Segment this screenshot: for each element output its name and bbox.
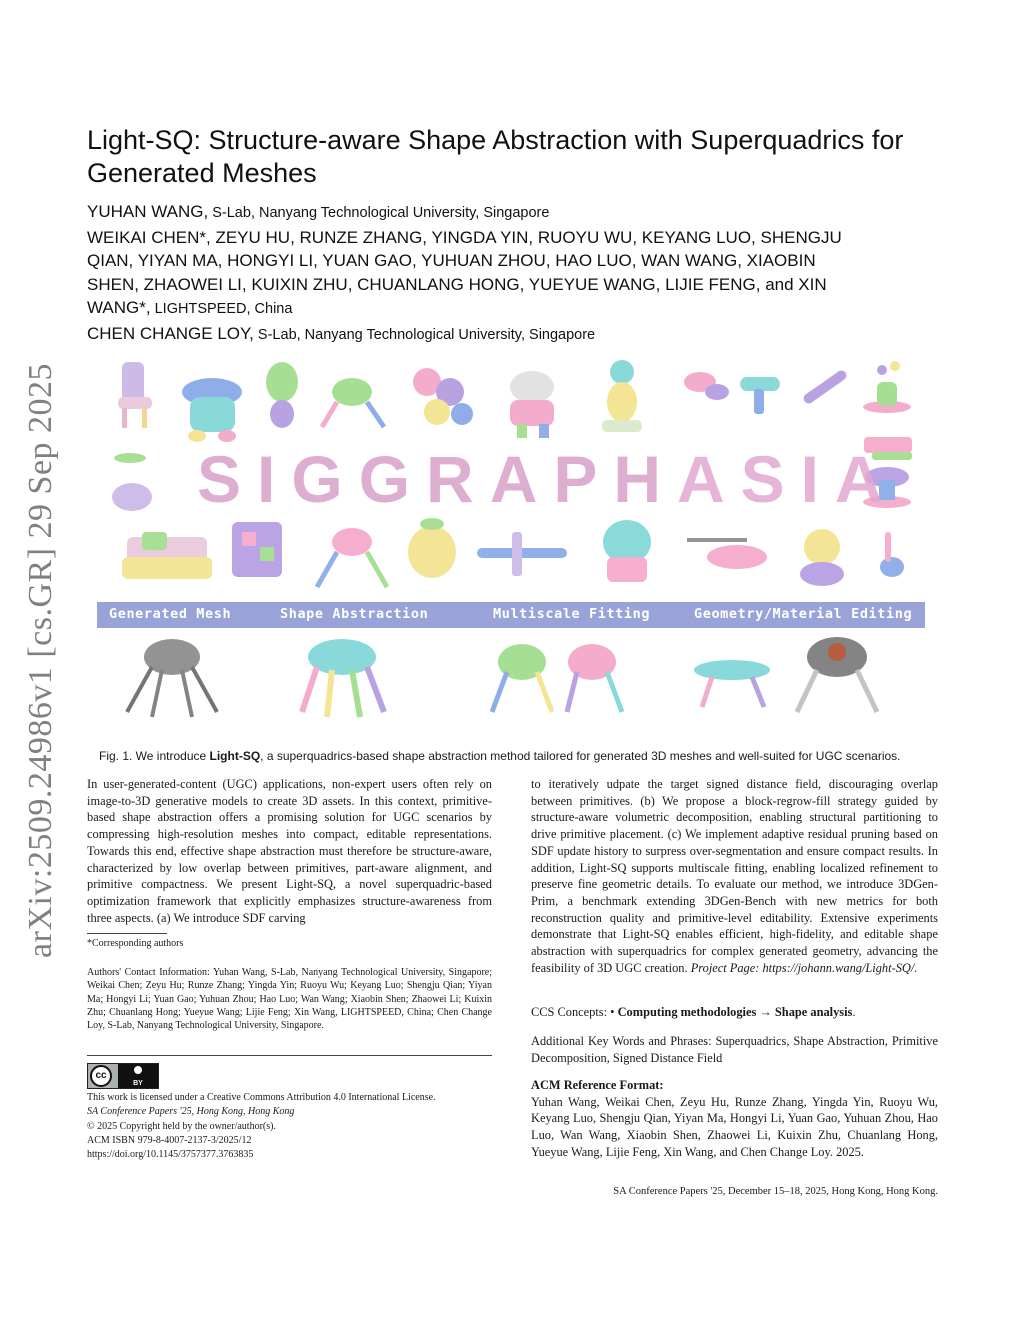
page-footer: SA Conference Papers '25, December 15–18, 2025, Hong Kong, Hong Kong. [613, 1186, 938, 1197]
banner-label-editing: Geometry/Material Editing [694, 606, 913, 622]
author-affiliation: S-Lab, Nanyang Technological University, Singapore [253, 326, 596, 343]
author-name: WANG*, [87, 298, 151, 317]
middle-row-objects [122, 518, 904, 587]
author-line-3: QIAN, YIYAN MA, HONGYI LI, YUAN GAO, YUHUAN ZHOU, HAO LUO, WAN WANG, XIAOBIN [87, 251, 816, 270]
author-contact-info: Authors' Contact Information: Yuhan Wang, S-Lab, Nanyang Technological University, Singapore; Weikai Chen; Zeyu Hu; Runze Zhang; Yingda Yin; Ruoyu Wu; Keyang Luo; Shengju Qian; Yiyan Ma; Hongyi Li; Yuan Gao; Yuhuan Zhou; Hao Luo; Wan Wang; Xiaobin Shen; Zhaowei Li; Kuixin Zhu; Chuanlang Hong; Yueyue Wang; Lijie Feng; Xin Wang, LIGHTSPEED, China; Chen Change Loy, S-Lab, Nanyang Technological University, Singapore. [87, 967, 492, 1032]
spider-leg [607, 672, 622, 712]
author-line-1 [87, 200, 938, 226]
by-label: BY [133, 1080, 143, 1087]
chair-primitive [122, 362, 144, 402]
copyright-line: © 2025 Copyright held by the owner/author(s). [87, 1120, 276, 1132]
banner-label-generated-mesh: Generated Mesh [109, 606, 232, 622]
license-block [87, 1091, 507, 1162]
author-name: YUHAN WANG, [87, 202, 209, 221]
author-affiliation: LIGHTSPEED, China [150, 301, 293, 317]
spider-leg [317, 552, 337, 587]
caption-method-name: Light-SQ [209, 749, 261, 763]
acm-ref-body: Yuhan Wang, Weikai Chen, Zeyu Hu, Runze Zhang, Yingda Yin, Ruoyu Wu, Keyang Luo, Shengju Qian, Yiyan Ma, Hongyi Li, Yuan Gao, Yuhuan Zhou, Hao Luo, Wan Wang, Xiaobin Shen, Zhaowei Li, Kuixin Zhu, Chuanlang Hong, Yueyue Wang, Lijie Feng, Xin Wang, and Chen Change Loy. 2025. [531, 1094, 938, 1159]
spider-leg [492, 672, 507, 712]
robot-primitive [218, 430, 236, 442]
ccs-prefix: CCS Concepts: • [531, 1005, 618, 1019]
abstract-text: to iteratively udpate the target signed distance field, discouraging overlap between primitives. (b) We propose a block-regrow-fill strategy guided by structure-aware volumetric decomposition, enabling structural partitioning to drive primitive placement. (c) We implement adaptive residual pruning based on SDF update history to surpress over-segmentation and ensure compact results. In addition, Light-SQ supports multiscale fitting, enabling localized refinement to preserve fine geometric details. To evaluate our method, we introduce 3DGen-Prim, a benchmark extending 3DGen-Bench with new metrics for both reconstruction quality and primitive-level editability. Extensive experiments demonstrate that Light-SQ enables efficient, high-fidelity, and editable shape abstraction with superquadrics for complex generated geometry, advancing the feasibility of 3D UGC creation. [531, 777, 938, 975]
spider-leg [152, 670, 162, 717]
flamingo-primitive [880, 557, 904, 577]
ccs-concept: Computing methodologies → Shape analysis [617, 1005, 853, 1019]
banner-label-shape-abstraction: Shape Abstraction [280, 606, 429, 622]
corresponding-footnote: *Corresponding authors [87, 938, 184, 949]
spider-leg [367, 552, 387, 587]
figure-caption [99, 748, 939, 764]
ccs-suffix: . [852, 1005, 856, 1019]
spider-leg [857, 670, 877, 712]
teapot-primitive [114, 453, 146, 463]
spider-leg [702, 677, 712, 707]
spider-leg [537, 672, 552, 712]
figure-primitive [610, 360, 634, 384]
teaser-illustration [92, 352, 932, 737]
sofa-primitive [122, 557, 212, 579]
robot2-primitive [607, 557, 647, 582]
author-name: CHEN CHANGE LOY, [87, 323, 254, 343]
doi-link[interactable]: https://doi.org/10.1145/3757377.3763835 [87, 1149, 254, 1161]
dryer-primitive [740, 377, 780, 391]
abstract-right-column [531, 776, 938, 976]
banner-label-multiscale-fitting: Multiscale Fitting [493, 606, 651, 622]
balloon-primitive [451, 403, 473, 425]
author-line-2: WEIKAI CHEN*, ZEYU HU, RUNZE ZHANG, YINGDA YIN, RUOYU WU, KEYANG LUO, SHENGJU [87, 227, 842, 247]
cube-primitive [260, 547, 274, 561]
spider2-primitive [332, 528, 372, 556]
cc-icon: cc [90, 1065, 112, 1087]
author-affiliation: S-Lab, Nanyang Technological University, Singapore [208, 205, 550, 221]
person-icon [134, 1066, 142, 1074]
pen-primitive [802, 369, 849, 406]
mech-primitive [517, 424, 527, 438]
cc-by-license-icon[interactable] [87, 1063, 159, 1089]
bird2-primitive [705, 384, 729, 400]
isbn-line: ACM ISBN 979-8-4007-2137-3/2025/12 [87, 1134, 252, 1146]
arxiv-stamp: arXiv:2509.24986v1 [cs.GR] 29 Sep 2025 [22, 362, 59, 958]
spider-leg [322, 402, 337, 427]
plant-primitive [877, 365, 887, 375]
bear-primitive [804, 529, 840, 565]
license-line: This work is licensed under a Creative Commons Attribution 4.0 International License. [87, 1092, 436, 1103]
heli-primitive [687, 538, 747, 542]
figure-primitive [602, 420, 642, 432]
footnote-rule [87, 933, 167, 934]
plant-primitive [890, 361, 900, 371]
author-block [87, 200, 938, 347]
spider-primitive [332, 378, 372, 406]
caption-prefix: Fig. 1. We introduce [99, 749, 210, 763]
spider-leg [567, 672, 577, 712]
cube-primitive [232, 522, 282, 577]
spider-leg [127, 667, 152, 712]
ccs-concepts [531, 1004, 938, 1021]
chair-primitive [122, 408, 127, 428]
abstract-left-column: In user-generated-content (UGC) applications, non-expert users often rely on image-to-3D generative models to create 3D assets. In this context, primitive-based shape abstraction offers a promising solution for UGC scenarios by compressing high-resolution meshes into compact, editable representations. Towards this end, effective shape abstraction must therefore be structure-aware, characterized by low overlap between primitives, part-aware alignment, and primitive compactness. We present Light-SQ, a novel superquadric-based optimization framework that explicitly emphasizes structure-awareness from three aspects. (a) We introduce SDF carving [87, 777, 492, 925]
spider-leg [327, 670, 332, 717]
top-row-objects [118, 360, 911, 442]
editing-spider [694, 660, 770, 680]
acm-reference [531, 1077, 938, 1161]
author-line-6 [87, 322, 938, 348]
spider-leg [192, 667, 217, 712]
bag-primitive [420, 518, 444, 530]
heli-primitive [707, 545, 767, 569]
flamingo-primitive [885, 532, 891, 562]
chair-primitive [142, 408, 147, 428]
author-line-4: SHEN, ZHAOWEI LI, KUIXIN ZHU, CHUANLANG HONG, YUEYUE WANG, LIJIE FENG, and XIN [87, 274, 827, 294]
caption-text: , a superquadrics-based shape abstraction method tailored for generated 3D meshes and well-suited for UGC scenarios. [260, 749, 901, 763]
dryer-primitive [754, 389, 764, 414]
siggraph-asia-lettering [197, 442, 899, 516]
spider-leg [352, 670, 360, 717]
paper-title: Light-SQ: Structure-aware Shape Abstraction with Superquadrics for Generated Meshes [87, 125, 904, 188]
sofa-primitive [142, 532, 167, 550]
mech-primitive [510, 400, 554, 426]
spider-leg [302, 667, 317, 712]
bird-primitive [266, 362, 298, 402]
bird-primitive [270, 400, 294, 428]
robot-primitive [190, 397, 235, 432]
bear-primitive [800, 562, 844, 586]
contact-rule [87, 1055, 492, 1056]
acm-ref-heading: ACM Reference Format: [531, 1078, 664, 1092]
spider-leg [752, 677, 764, 707]
by-icon [118, 1064, 158, 1088]
spider-leg [367, 402, 384, 427]
conference-line: SA Conference Papers '25, Hong Kong, Hong Kong [87, 1106, 295, 1118]
plant-primitive [877, 382, 897, 406]
teaser-figure [92, 352, 932, 737]
project-page-link[interactable]: Project Page: https://johann.wang/Light-SQ/. [690, 960, 918, 975]
mech-primitive [539, 424, 549, 438]
teapot-primitive [112, 483, 152, 511]
spider-leg [367, 667, 384, 712]
bottom-row-spiders [127, 637, 877, 717]
spider-leg [182, 670, 192, 717]
chair-primitive [118, 397, 152, 409]
spider-leg [797, 670, 817, 712]
keywords: Additional Key Words and Phrases: Superquadrics, Shape Abstraction, Primitive Decomposition, Signed Distance Field [531, 1034, 938, 1065]
mech-primitive [510, 371, 554, 403]
material-spider-eye [828, 643, 846, 661]
balloon-primitive [424, 399, 450, 425]
figure-stage-banner [97, 602, 925, 628]
lettering-text: SIGGRAPH [197, 442, 678, 516]
author-line-5 [87, 296, 938, 322]
lettering-text: ASIA [677, 442, 899, 516]
robot-primitive [188, 430, 206, 442]
figure-primitive [607, 382, 637, 422]
plane-primitive [512, 532, 522, 576]
cube-primitive [242, 532, 256, 546]
bag-primitive [408, 526, 456, 578]
